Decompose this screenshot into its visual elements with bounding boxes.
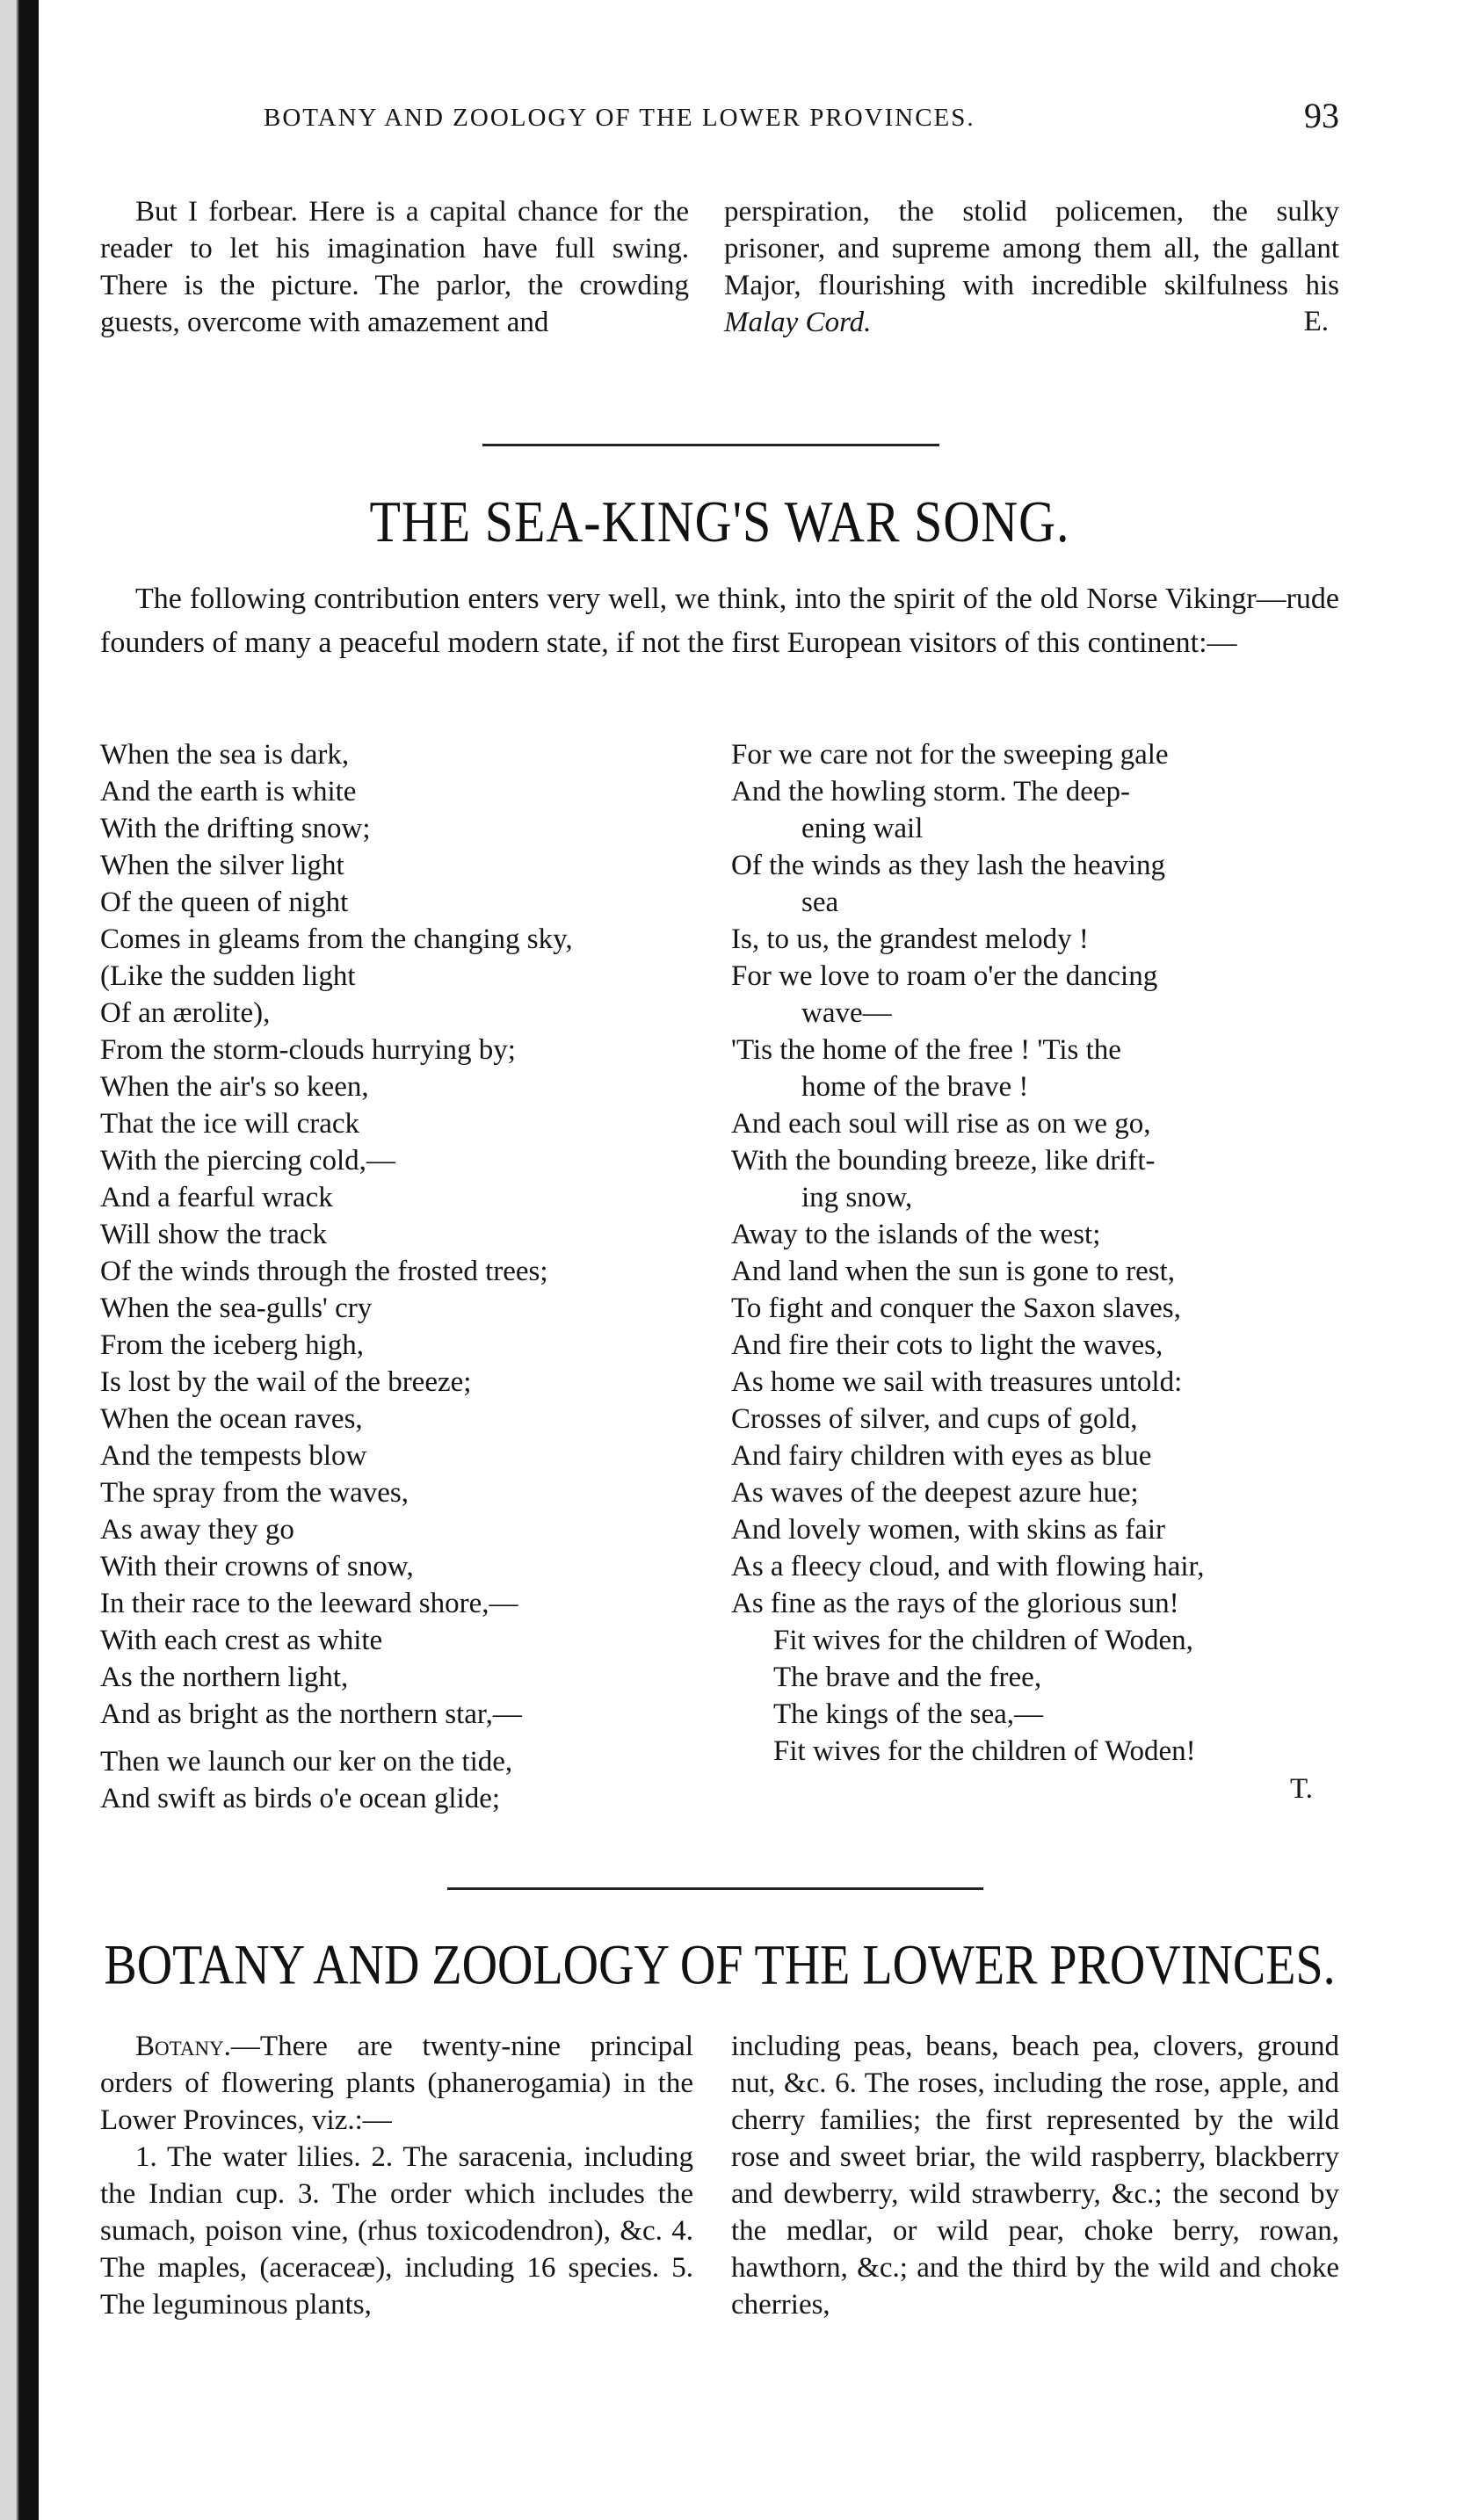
poem-line: From the storm-clouds hurrying by; bbox=[100, 1034, 516, 1066]
poem-right-column bbox=[731, 736, 1339, 1807]
poem-line: Is, to us, the grandest melody ! bbox=[731, 923, 1089, 955]
poem-line: As fine as the rays of the glorious sun! bbox=[731, 1588, 1179, 1619]
poem-line: For we care not for the sweeping gale bbox=[731, 739, 1169, 771]
poem-line: Is lost by the wail of the breeze; bbox=[100, 1366, 472, 1398]
page-number: 93 bbox=[1304, 96, 1339, 135]
malay-cord-emphasis: Malay Cord. bbox=[724, 307, 872, 338]
poem-line: To fight and conquer the Saxon slaves, bbox=[731, 1293, 1181, 1324]
poem-line: Of the winds as they lash the heaving bbox=[731, 850, 1165, 881]
running-head: BOTANY AND ZOOLOGY OF THE LOWER PROVINCES. bbox=[264, 104, 975, 132]
botany-continued-paragraph: including peas, beans, beach pea, clovers, ground nut, &c. 6. The roses, including the rose, apple, and cherry families; the first represented by the wild rose and sweet briar, the wild raspberry, blackberry and dewberry, wild strawberry, &c.; the second by the medlar, or wild pear, choke berry, rowan, hawthorn, &c.; and the third by the wild and choke cherries, bbox=[731, 2031, 1339, 2321]
section-divider-rule-2 bbox=[447, 1887, 983, 1890]
botany-left-column bbox=[100, 2028, 693, 2323]
poem-line: As home we sail with treasures untold: bbox=[731, 1366, 1183, 1398]
poem-line: In their race to the leeward shore,— bbox=[100, 1588, 518, 1619]
poem-line: When the silver light bbox=[100, 850, 344, 881]
poem-right-lines bbox=[731, 736, 1339, 1622]
poem-left-lines bbox=[100, 736, 707, 1733]
poem-line: When the sea-gulls' cry bbox=[100, 1293, 373, 1324]
poem-line: And land when the sun is gone to rest, bbox=[731, 1256, 1176, 1287]
poem-line: When the ocean raves, bbox=[100, 1403, 363, 1435]
poem-line: For we love to roam o'er the dancing bbox=[731, 960, 1158, 992]
poem-refrain bbox=[731, 1622, 1339, 1770]
poem-line: 'Tis the home of the free ! 'Tis the bbox=[731, 1034, 1121, 1066]
poem-line: ening wail bbox=[801, 813, 924, 844]
poem-line: The kings of the sea,— bbox=[773, 1698, 1044, 1730]
poem-line: Of an ærolite), bbox=[100, 997, 271, 1029]
poem-line: Fit wives for the children of Woden! bbox=[773, 1735, 1196, 1767]
poem-line: With the drifting snow; bbox=[100, 813, 371, 844]
poem-line: When the sea is dark, bbox=[100, 739, 350, 771]
poem-line: And the earth is white bbox=[100, 776, 357, 807]
page-header bbox=[100, 95, 1339, 139]
poem-line: Away to the islands of the west; bbox=[731, 1219, 1101, 1250]
poem-line: And as bright as the northern star,— bbox=[100, 1698, 522, 1730]
poem-line: home of the brave ! bbox=[801, 1071, 1029, 1103]
song-intro: The following contribution enters very well, we think, into the spirit of the old Norse Vikingr—rude founders of many a peaceful modern state, if not the first European visitors of this continent:— bbox=[100, 583, 1339, 659]
poem-left-final-lines bbox=[100, 1743, 707, 1817]
poem-line: That the ice will crack bbox=[100, 1108, 360, 1140]
previous-article-text: perspiration, the stolid policemen, the sulky prisoner, and supreme among them all, the gallant Major, flourishing with incredible skilfulness his bbox=[724, 196, 1339, 301]
botany-right-column bbox=[731, 2028, 1339, 2323]
botany-orders-paragraph: 1. The water lilies. 2. The saracenia, including the Indian cup. 3. The order which includes the sumach, poison vine, (rhus toxicodendron), &c. 4. The maples, (aceraceæ), including 16 species. 5. The leguminous plants, bbox=[100, 2141, 693, 2321]
poem-line: The spray from the waves, bbox=[100, 1477, 409, 1509]
botany-title: BOTANY AND ZOOLOGY OF THE LOWER PROVINCES. bbox=[104, 1934, 1336, 1997]
poem-line: From the iceberg high, bbox=[100, 1329, 364, 1361]
poem-line: As the northern light, bbox=[100, 1662, 349, 1693]
poem-line: And the tempests blow bbox=[100, 1440, 367, 1472]
poem-line: Will show the track bbox=[100, 1219, 328, 1250]
botany-intro-paragraph bbox=[100, 2028, 693, 2139]
poem-line: Crosses of silver, and cups of gold, bbox=[731, 1403, 1138, 1435]
poem-line: As away they go bbox=[100, 1514, 294, 1546]
botany-intro-text: —There are twenty-nine principal orders of flowering plants (phanerogamia) in the Lower Provinces, viz.:— bbox=[100, 2031, 693, 2136]
poem-signature: T. bbox=[1290, 1773, 1313, 1805]
poem-line: When the air's so keen, bbox=[100, 1071, 369, 1103]
poem-line: With the piercing cold,— bbox=[100, 1145, 395, 1177]
poem-line: And lovely women, with skins as fair bbox=[731, 1514, 1166, 1546]
poem-line: And fire their cots to light the waves, bbox=[731, 1329, 1163, 1361]
poem-line: As waves of the deepest azure hue; bbox=[731, 1477, 1139, 1509]
poem-line: Of the winds through the frosted trees; bbox=[100, 1256, 548, 1287]
poem-line: Fit wives for the children of Woden, bbox=[773, 1625, 1193, 1656]
poem-line: And fairy children with eyes as blue bbox=[731, 1440, 1152, 1472]
poem-line: And swift as birds o'e ocean glide; bbox=[100, 1783, 501, 1814]
poem-line: And each soul will rise as on we go, bbox=[731, 1108, 1151, 1140]
poem-line: Comes in gleams from the changing sky, bbox=[100, 923, 573, 955]
poem-line: The brave and the free, bbox=[773, 1662, 1042, 1693]
section-divider-rule bbox=[482, 444, 939, 446]
previous-article-right-column bbox=[724, 193, 1339, 339]
previous-article-signature: E. bbox=[1303, 306, 1329, 337]
poem-line: (Like the sudden light bbox=[100, 960, 356, 992]
poem-line: With their crowns of snow, bbox=[100, 1551, 414, 1582]
poem-line: ing snow, bbox=[801, 1182, 913, 1213]
poem-line: And a fearful wrack bbox=[100, 1182, 333, 1213]
book-spine-edge bbox=[0, 0, 39, 2520]
poem-line: And the howling storm. The deep- bbox=[731, 776, 1130, 807]
page bbox=[100, 0, 1339, 2520]
botany-lead-in: Botany. bbox=[135, 2031, 231, 2062]
poem-line: wave— bbox=[801, 997, 892, 1029]
poem-line: Of the queen of night bbox=[100, 887, 349, 918]
poem-line: With each crest as white bbox=[100, 1625, 383, 1656]
poem-line: Then we launch our ker on the tide, bbox=[100, 1746, 513, 1778]
poem-line: sea bbox=[801, 887, 839, 918]
poem-line: As a fleecy cloud, and with flowing hair, bbox=[731, 1551, 1205, 1582]
poem-line: With the bounding breeze, like drift- bbox=[731, 1145, 1156, 1177]
song-title: THE SEA-KING'S WAR SONG. bbox=[369, 489, 1070, 554]
previous-article-left-column bbox=[100, 193, 689, 341]
previous-article-paragraph: But I forbear. Here is a capital chance for the reader to let his imagination have full swing. There is the picture. The parlor, the crowding guests, overcome with amazement and bbox=[100, 196, 689, 338]
poem-left-column bbox=[100, 736, 707, 1817]
